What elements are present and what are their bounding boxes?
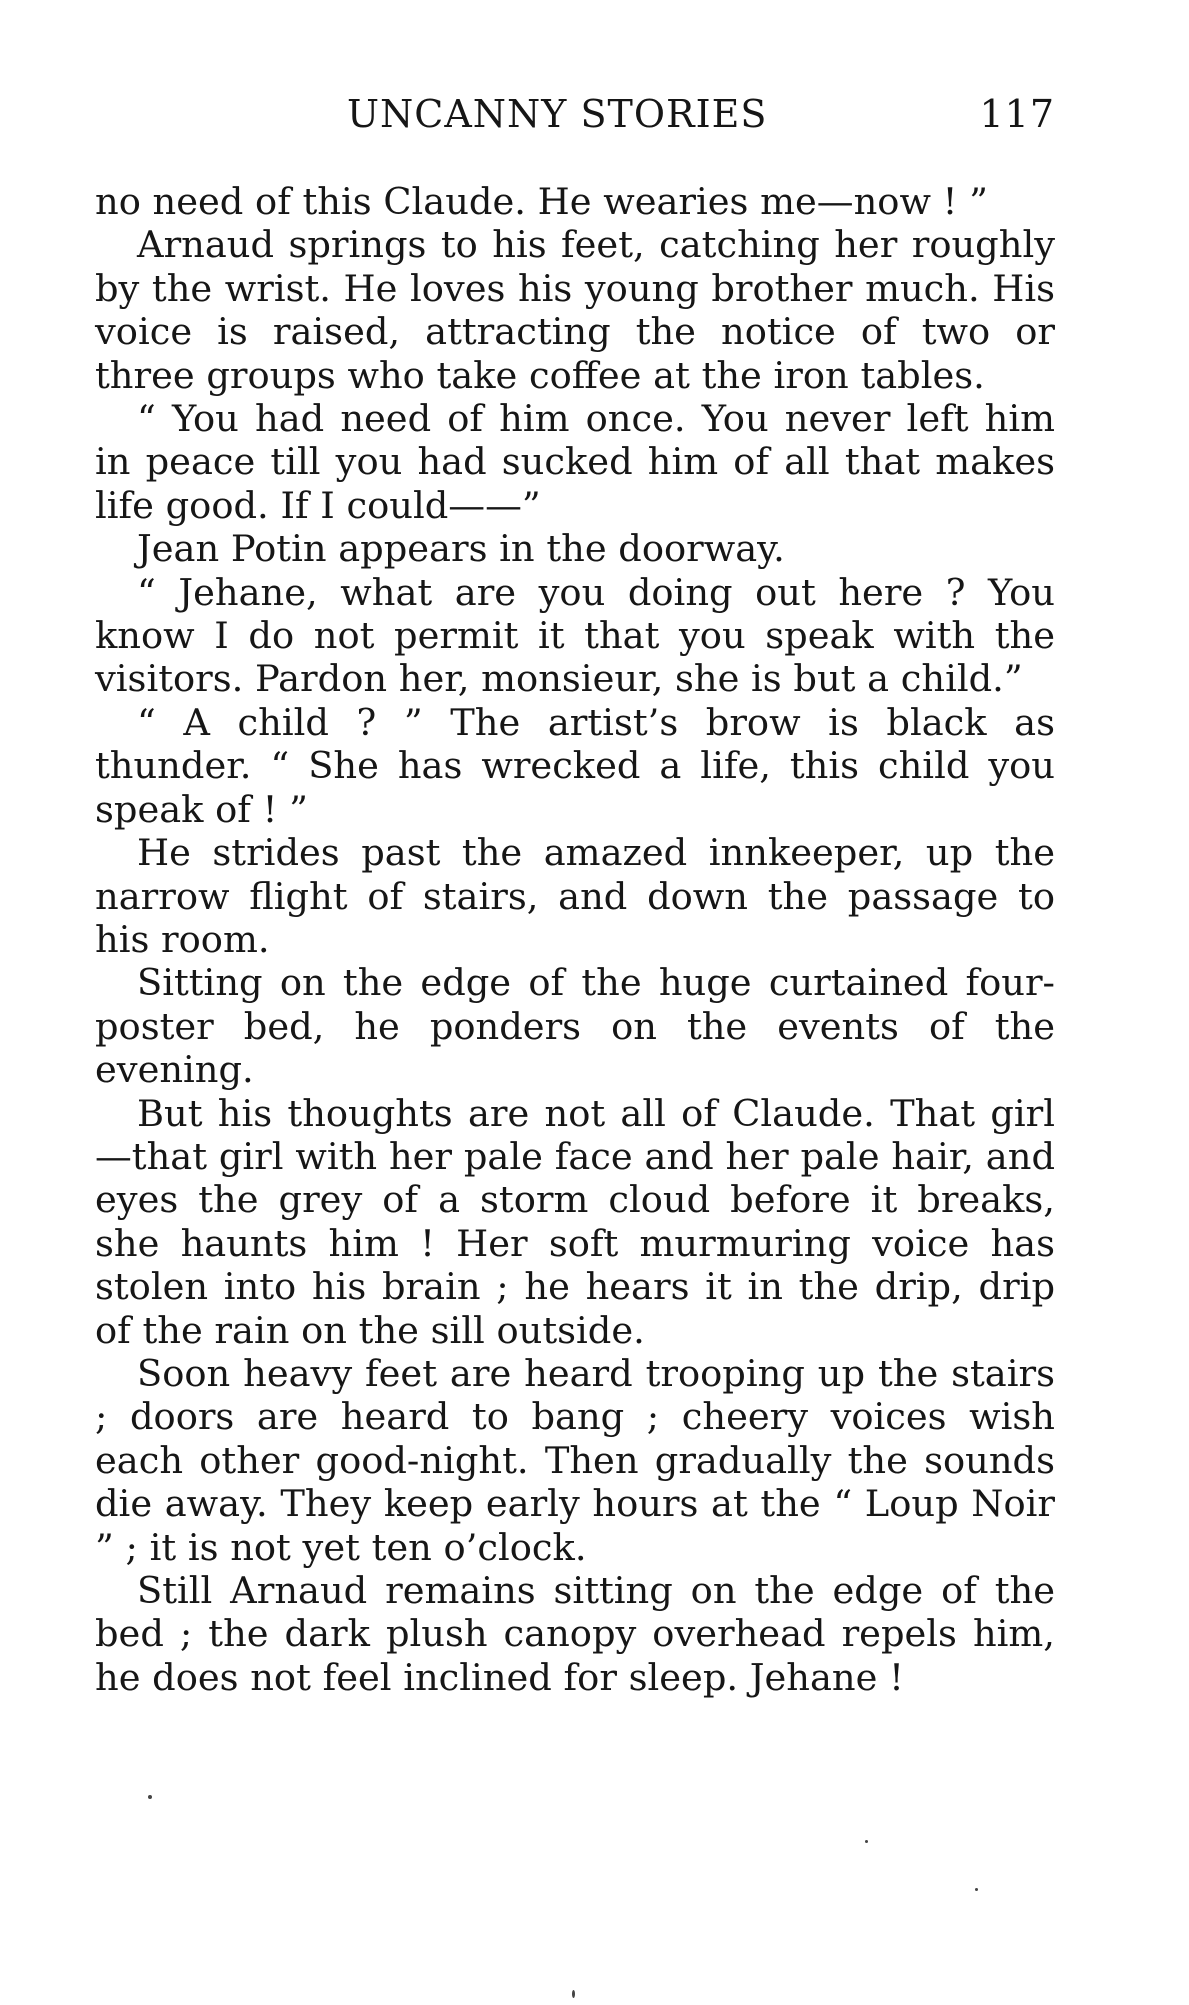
paper-speck xyxy=(572,1990,575,1998)
paper-speck xyxy=(865,1840,868,1843)
paragraph: “ A child ? ” The artist’s brow is black as thunder. “ She has wrecked a life, this child you speak of ! ” xyxy=(95,700,1055,831)
paragraph: Arnaud springs to his feet, catching her roughly by the wrist. He loves his young brother much. His voice is raised, attracting the notice of two or three groups who take coffee at the iron tables. xyxy=(95,223,1055,397)
running-title: UNCANNY STORIES xyxy=(347,92,768,136)
paragraph: He strides past the amazed innkeeper, up the narrow flight of stairs, and down the passage to his room. xyxy=(95,831,1055,961)
paragraph: But his thoughts are not all of Claude. That girl—that girl with her pale face and her pale hair, and eyes the grey of a storm cloud before it breaks, she haunts him ! Her soft murmuring voice has stolen into his brain ; he hears it in the drip, drip of the rain on the sill outside. xyxy=(95,1091,1055,1352)
paragraph: Still Arnaud remains sitting on the edge of the bed ; the dark plush canopy overhead repels him, he does not feel inclined for sleep. Jehane ! xyxy=(95,1569,1055,1699)
page-number: 117 xyxy=(979,92,1055,136)
paragraph: Jean Potin appears in the doorway. xyxy=(137,527,785,571)
paper-speck xyxy=(148,1795,152,1799)
running-header xyxy=(95,88,1055,140)
paragraph-continued: no need of this Claude. He wearies me—now ! ” xyxy=(95,180,988,223)
paragraph: Sitting on the edge of the huge curtained four-poster bed, he ponders on the events of the evening. xyxy=(95,961,1055,1092)
body-text xyxy=(95,180,1055,1699)
paragraph: “ You had need of him once. You never left him in peace till you had sucked him of all that makes life good. If I could——” xyxy=(95,397,1055,527)
paper-speck xyxy=(975,1888,978,1891)
paragraph: Soon heavy feet are heard trooping up the stairs ; doors are heard to bang ; cheery voices wish each other good-night. Then gradually the sounds die away. They keep early hours at the “ Loup Noir ” ; it is not yet ten o’clock. xyxy=(95,1351,1055,1569)
paragraph: “ Jehane, what are you doing out here ? You know I do not permit it that you speak with the visitors. Pardon her, monsieur, she is but a child.” xyxy=(95,570,1055,701)
